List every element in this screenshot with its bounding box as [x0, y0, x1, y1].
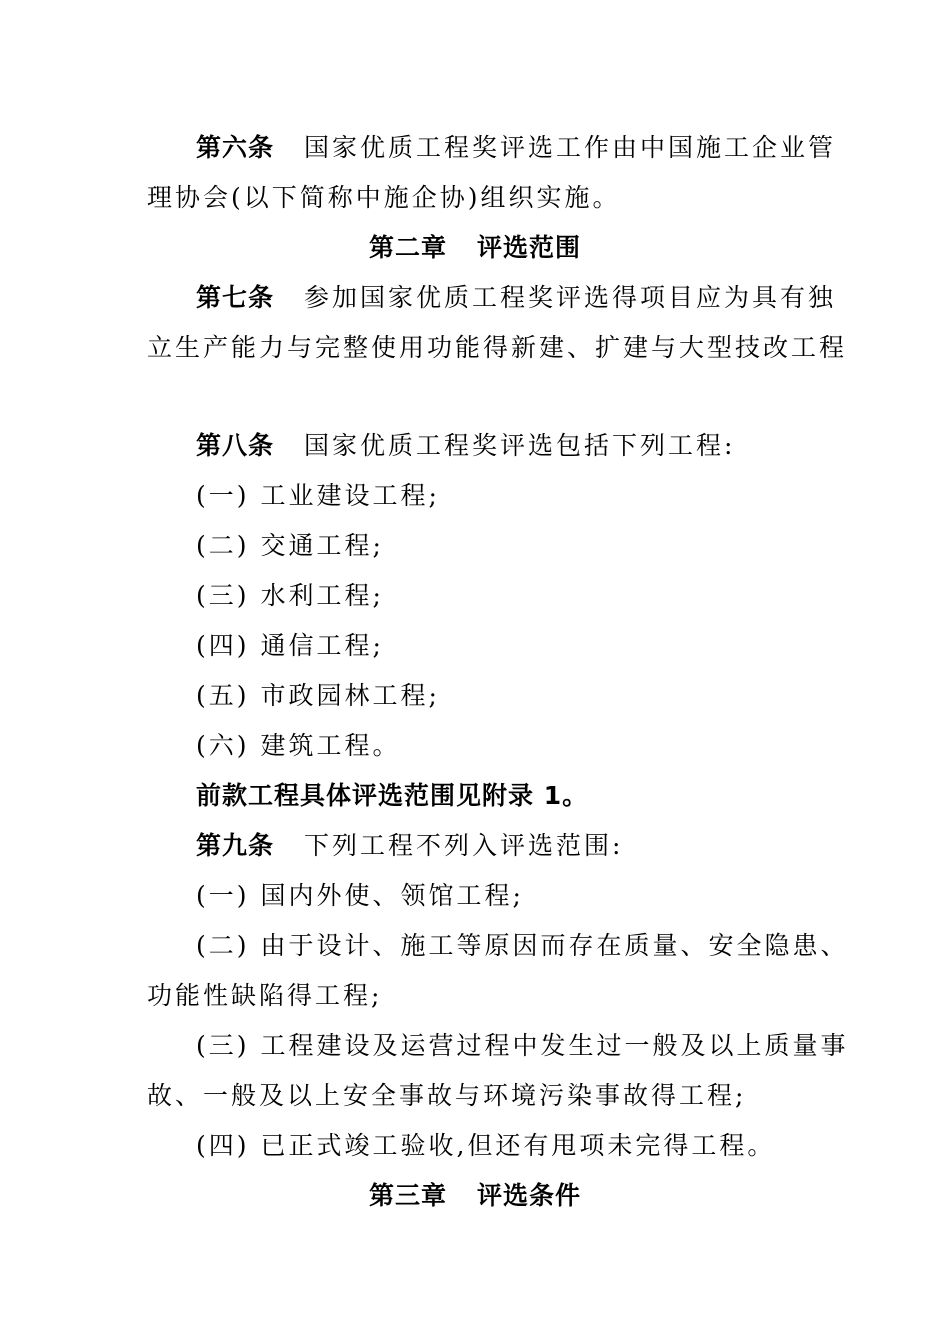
article-9-line-1	[196, 831, 623, 861]
article-8-item-6: (六) 建筑工程。	[196, 731, 401, 760]
article-9-item-3-line-2: 故、一般及以上安全事故与环境污染事故得工程;	[147, 1081, 747, 1110]
article-7-line-1	[196, 283, 836, 313]
article-8-line-1	[196, 431, 735, 461]
article-7-label: 第七条	[196, 283, 275, 312]
article-8-item-2: (二) 交通工程;	[196, 531, 384, 560]
article-8-text: 国家优质工程奖评选包括下列工程:	[304, 431, 736, 460]
article-9-item-2-line-2: 功能性缺陷得工程;	[147, 981, 383, 1010]
article-6-line-1	[196, 133, 836, 163]
article-9-item-2-line-1: (二) 由于设计、施工等原因而存在质量、安全隐患、	[196, 931, 849, 960]
article-6-line-2: 理协会(以下简称中施企协)组织实施。	[147, 183, 621, 212]
chapter-3-label: 第三章	[368, 1181, 447, 1210]
chapter-2-title: 评选范围	[477, 233, 582, 262]
article-9-item-3-line-1: (三) 工程建设及运营过程中发生过一般及以上质量事	[196, 1031, 849, 1060]
article-9-item-4: (四) 已正式竣工验收,但还有甩项未完得工程。	[196, 1131, 776, 1160]
article-9-item-1: (一) 国内外使、领馆工程;	[196, 881, 524, 910]
chapter-2-heading	[0, 233, 950, 263]
article-6-text-1: 国家优质工程奖评选工作由中国施工企业管	[304, 133, 837, 162]
article-8-item-5: (五) 市政园林工程;	[196, 681, 440, 710]
article-7-line-2: 立生产能力与完整使用功能得新建、扩建与大型技改工程	[147, 333, 848, 362]
chapter-2-label: 第二章	[368, 233, 447, 262]
article-9-label: 第九条	[196, 831, 275, 860]
article-8-note: 前款工程具体评选范围见附录 1。	[196, 781, 589, 810]
article-8-item-1: (一) 工业建设工程;	[196, 481, 440, 510]
article-8-item-3: (三) 水利工程;	[196, 581, 384, 610]
chapter-3-heading	[0, 1181, 950, 1211]
article-7-text-1: 参加国家优质工程奖评选得项目应为具有独	[304, 283, 837, 312]
article-8-item-4: (四) 通信工程;	[196, 631, 384, 660]
article-9-text: 下列工程不列入评选范围:	[304, 831, 624, 860]
article-6-label: 第六条	[196, 133, 275, 162]
article-8-label: 第八条	[196, 431, 275, 460]
chapter-3-title: 评选条件	[477, 1181, 582, 1210]
